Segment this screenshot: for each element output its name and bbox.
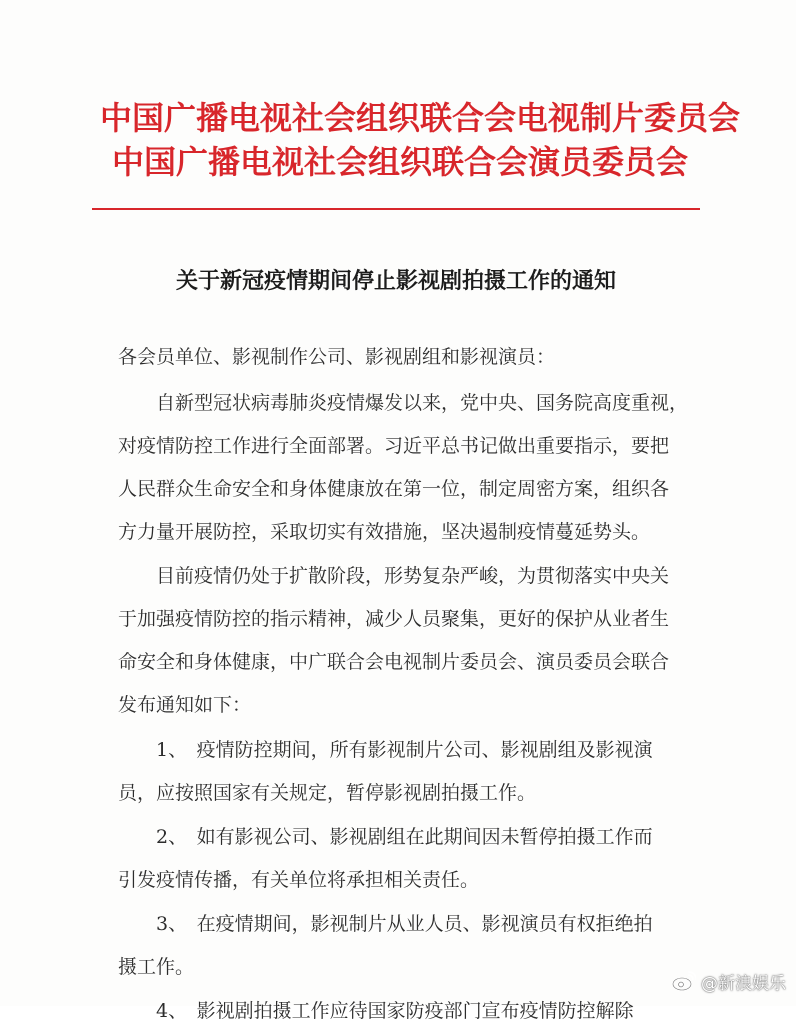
red-divider (92, 208, 700, 210)
issuer-line-1: 中国广播电视社会组织联合会电视制片委员会 (100, 99, 741, 137)
issuer-line-2: 中国广播电视社会组织联合会演员委员会 (111, 143, 688, 181)
body-line: 于加强疫情防控的指示精神，减少人员聚集，更好的保护从业者生 (118, 608, 670, 630)
body-line: 自新型冠状病毒肺炎疫情爆发以来，党中央、国务院高度重视， (118, 392, 689, 414)
body-line: 员，应按照国家有关规定，暂停影视剧拍摄工作。 (118, 782, 537, 804)
body-line: 2、 如有影视公司、影视剧组在此期间因未暂停拍摄工作而 (118, 826, 653, 848)
body-line: 命安全和身体健康，中广联合会电视制片委员会、演员委员会联合 (118, 651, 670, 673)
body-line: 引发疫情传播，有关单位将承担相关责任。 (118, 869, 480, 891)
body-line: 1、 疫情防控期间，所有影视制片公司、影视剧组及影视演 (118, 739, 653, 761)
body-line: 目前疫情仍处于扩散阶段，形势复杂严峻，为贯彻落实中央关 (118, 565, 670, 587)
body-line: 4、 影视剧拍摄工作应待国家防疫部门宣布疫情防控解除 (118, 1000, 634, 1022)
notice-title: 关于新冠疫情期间停止影视剧拍摄工作的通知 (175, 269, 616, 294)
body-line: 3、 在疫情期间，影视制片从业人员、影视演员有权拒绝拍 (118, 913, 653, 935)
body-line: 人民群众生命安全和身体健康放在第一位，制定周密方案，组织各 (118, 478, 670, 500)
weibo-icon (672, 971, 696, 991)
body-line: 对疫情防控工作进行全面部署。习近平总书记做出重要指示，要把 (118, 435, 670, 457)
weibo-watermark (672, 966, 786, 996)
body-line: 方力量开展防控，采取切实有效措施，坚决遏制疫情蔓延势头。 (118, 521, 651, 543)
watermark-text: @新浪娱乐 (701, 973, 786, 994)
body-line: 各会员单位、影视制作公司、影视剧组和影视演员： (118, 346, 556, 368)
body-line: 发布通知如下： (118, 694, 252, 716)
body-line: 摄工作。 (118, 956, 195, 978)
